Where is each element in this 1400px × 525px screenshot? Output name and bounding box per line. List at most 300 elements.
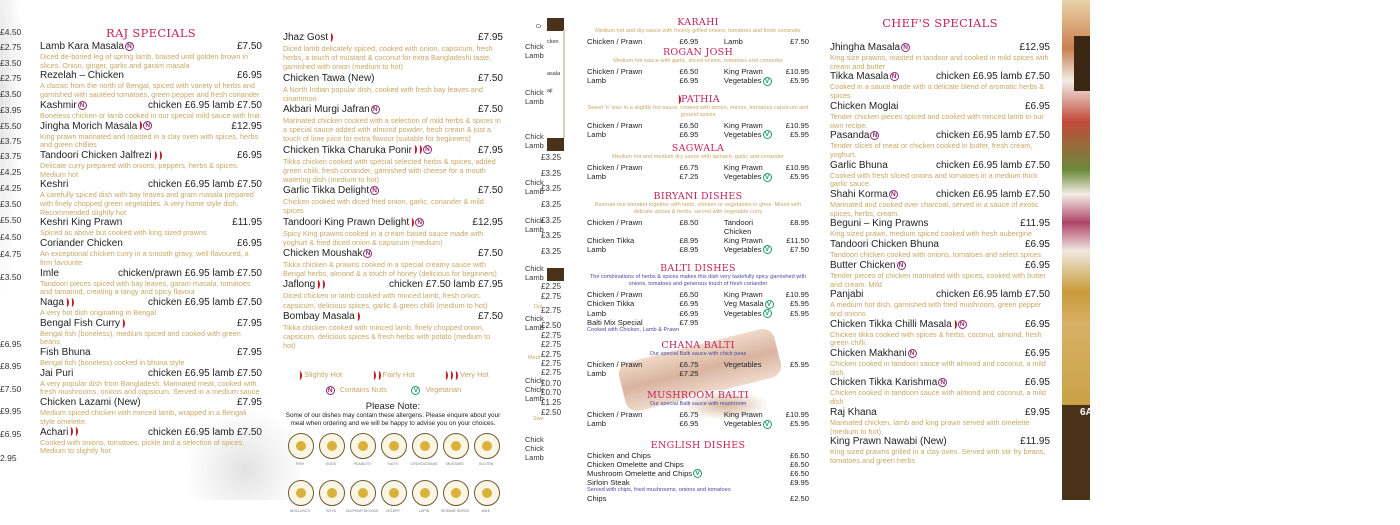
item-name: Imle xyxy=(40,267,59,279)
menu-item xyxy=(40,427,262,456)
menu-item-header xyxy=(40,318,262,330)
section-title xyxy=(587,47,809,58)
section-description: Our special Balti sauce with mushroom xyxy=(649,401,747,407)
item-name-wrap xyxy=(283,32,333,44)
contains-nuts-icon xyxy=(370,186,379,195)
item-price: £11.95 xyxy=(1020,436,1050,448)
item-description: King sized prawn, medium spiced cooked with fresh aubergine xyxy=(830,229,1032,239)
sliver-price: £3.25 xyxy=(541,200,562,209)
section-title xyxy=(587,340,809,351)
chili-icon xyxy=(444,371,448,380)
item-price: chicken £6.95 lamb £7.50 xyxy=(936,130,1050,142)
chili-icon xyxy=(372,371,376,380)
row-item-2 xyxy=(724,172,781,182)
legend-fairly-hot xyxy=(371,370,415,380)
menu-item xyxy=(830,101,1050,130)
item-name: Panjabi xyxy=(830,289,864,301)
item-description: Tandoori chicken cooked with onions, tomatoes and select spices xyxy=(830,250,1041,260)
allergen-label: CRUSTACEANS xyxy=(410,461,438,466)
item-name: Pasanda xyxy=(830,130,870,142)
chili-icon xyxy=(65,298,69,307)
legend-label: Slightly Hot xyxy=(304,370,343,380)
legend-label: Fairly Hot xyxy=(382,370,415,380)
sliver-fragment: Medi xyxy=(528,355,540,361)
row-price-2: £8.95 xyxy=(789,217,809,227)
allergen-label: SOYA xyxy=(326,508,336,513)
row-item: Lamb xyxy=(587,172,606,181)
curry-sections-column xyxy=(587,17,809,503)
menu-item xyxy=(830,436,1050,465)
row-item: Lamb xyxy=(587,76,606,85)
item-name: Chicken Tikka Karishma xyxy=(830,377,938,389)
row-item-name: Vegetables xyxy=(723,76,762,85)
chili-icon xyxy=(153,151,157,160)
item-name: Chicken Moushak xyxy=(283,248,363,260)
sliver-label: Chick xyxy=(525,314,544,323)
sliver-label: Chick xyxy=(525,264,544,273)
section-title xyxy=(587,263,809,274)
row-item: Chicken / Prawn xyxy=(587,217,643,227)
item-name-wrap xyxy=(40,100,87,112)
vegetarian-icon xyxy=(763,130,772,139)
left-edge-price: £4.25 xyxy=(0,183,22,193)
menu-item xyxy=(283,311,503,351)
item-price: chicken £6.95 lamb £7.50 xyxy=(148,367,262,379)
item-description: Chicken cooked with diced fried onion, garlic, coriander & mild spices xyxy=(283,197,484,216)
item-name: Jingha Morich Masala xyxy=(40,120,138,132)
item-name: Tandoori King Prawn Delight xyxy=(283,216,410,228)
sliver-label: Lamb xyxy=(525,453,544,462)
sliver-label: Lamb xyxy=(525,225,544,234)
menu-item xyxy=(40,268,262,297)
row-item: Mushroom Omelette and Chips xyxy=(587,468,693,478)
price-row xyxy=(587,494,809,503)
item-description: Tandoori pieces spiced with bay leaves, garam masala, tomatoes and tamarind, creating a tangy and spicy flavour xyxy=(40,278,251,297)
sliver-price: £1.25 xyxy=(541,398,562,407)
row-price: £6.75 xyxy=(679,410,699,419)
section-title-text: PATHIA xyxy=(681,93,720,105)
allergen-icon-peanuts xyxy=(350,433,376,459)
left-edge-price: £5.50 xyxy=(0,215,22,225)
row-price: £6.50 xyxy=(679,67,699,76)
section-title-raj-specials: RAJ SPECIALS xyxy=(105,26,196,40)
row-price: £6.50 xyxy=(679,290,699,299)
left-edge-price: £3.95 xyxy=(0,105,22,115)
menu-item xyxy=(830,239,1050,260)
sliver-label: Lamb xyxy=(525,51,544,60)
vegetarian-icon xyxy=(763,173,772,182)
price-row xyxy=(587,163,809,172)
row-item: Lamb xyxy=(587,129,606,139)
left-edge-price: £4.50 xyxy=(0,232,22,242)
price-row xyxy=(587,236,809,245)
allergen-label: SESAME SEEDS xyxy=(440,508,470,513)
section-title-chefs-specials: CHEF'S SPECIALS xyxy=(882,16,998,30)
allergen-label: CELERY xyxy=(385,508,401,513)
section-title-text: MUSHROOM BALTI xyxy=(647,390,749,401)
chili-icon xyxy=(356,312,360,321)
dark-box xyxy=(547,138,564,151)
item-description: Cooked with fresh sliced onions and tomatoes in a medium thick garlic sauce. xyxy=(830,170,1038,189)
row-price-2 xyxy=(781,369,809,378)
row-item-name: Vegetables xyxy=(723,360,762,369)
row-price: £8.95 xyxy=(679,244,699,254)
row-item-wrap xyxy=(587,478,630,487)
row-price: £6.95 xyxy=(679,299,699,308)
section-title xyxy=(587,94,809,105)
chili-icon xyxy=(158,151,162,160)
item-name: Raj Khana xyxy=(830,406,877,418)
price-row xyxy=(587,318,809,327)
row-item: Chicken Tikka xyxy=(587,299,635,308)
item-name: Jai Puri xyxy=(40,367,74,379)
row-price: £2.50 xyxy=(789,494,809,503)
menu-item xyxy=(830,160,1050,189)
row-item: Chips xyxy=(587,494,607,503)
item-price: £12.95 xyxy=(1019,42,1050,53)
cover-footer xyxy=(1062,405,1093,500)
row-item-name: Vegetables xyxy=(723,172,762,181)
item-price: £6.95 xyxy=(1024,100,1050,112)
row-price-2: £5.95 xyxy=(789,129,809,139)
item-price: £7.50 xyxy=(477,72,503,84)
contains-nuts-icon xyxy=(371,105,380,114)
item-description: A North Indian popular dish, cooked with fresh bay leaves and cinammon xyxy=(283,84,483,103)
price-row xyxy=(587,121,809,130)
price-row xyxy=(587,67,809,76)
menu-section xyxy=(587,390,809,429)
allergen-label: MUSTARD xyxy=(446,461,464,466)
menu-section xyxy=(587,340,809,378)
chili-icon xyxy=(413,145,417,154)
raj-specials-column xyxy=(40,26,262,456)
item-name-wrap xyxy=(283,145,432,157)
sliver-label: Chick xyxy=(525,42,544,51)
price-row xyxy=(587,245,809,255)
section-title-text: BALTI DISHES xyxy=(660,263,736,274)
vegetarian-icon xyxy=(765,300,774,309)
item-price: chicken £7.50 lamb £7.95 xyxy=(389,279,503,291)
sliver-price: £2.50 xyxy=(541,408,562,417)
row-price: £8.95 xyxy=(679,235,699,245)
menu-item xyxy=(830,348,1050,377)
chili-icon xyxy=(449,371,453,380)
menu-item-header xyxy=(283,248,503,260)
row-price-2: £10.95 xyxy=(785,67,809,76)
item-description: An exceptional chicken curry in a smooth gravy, well flavoured, a firm favourite xyxy=(40,249,249,267)
menu-item xyxy=(40,297,262,318)
item-name: Chicken Makhani xyxy=(830,348,907,360)
item-price: £6.95 xyxy=(1024,239,1050,251)
item-price: chicken £6.95 lamb £7.50 xyxy=(148,296,262,308)
item-description: Chicken cooked in tandoori sauce with almond and coconut, a mild dish. xyxy=(830,359,1046,377)
chili-icon xyxy=(298,371,302,380)
row-item-2 xyxy=(724,290,781,299)
menu-section xyxy=(587,191,809,255)
menu-item xyxy=(40,347,262,368)
menu-section xyxy=(587,143,809,182)
item-name: Tikka Masala xyxy=(830,71,889,83)
allergen-icon-eggs xyxy=(319,433,345,459)
row-item-2 xyxy=(724,218,781,236)
item-name-wrap xyxy=(283,73,375,85)
contains-nuts-icon xyxy=(125,42,134,51)
item-price: £7.50 xyxy=(477,185,503,197)
section-title xyxy=(587,143,809,154)
item-name-wrap xyxy=(283,248,372,260)
item-name: Fish Bhuna xyxy=(40,347,91,359)
sliver-label: Chick xyxy=(525,435,544,444)
section-title-text: ROGAN JOSH xyxy=(662,47,734,58)
allergen-icon-celery xyxy=(381,480,407,506)
allergen-icon-lupin xyxy=(412,480,438,506)
item-name: Lamb Kara Masala xyxy=(40,41,124,52)
item-description: A carefully spiced dish with bay leaves and gram masala prepared with finely chopped green vegetables. A very home style dish. Recommended slightly hot xyxy=(40,190,254,217)
item-name: Achari xyxy=(40,426,69,438)
menu-section xyxy=(587,47,809,86)
specials-column-2 xyxy=(283,32,503,525)
left-edge-price: £4.75 xyxy=(0,249,22,259)
menu-item xyxy=(830,407,1050,436)
item-description: Diced chicken or lamb cooked with minced lamb, fresh onion, capsicum, delicious spices, garlic & green chilli (medium to hot) xyxy=(283,291,488,310)
spice-legend xyxy=(283,370,503,380)
contains-nuts-icon xyxy=(889,190,898,199)
menu-item-header xyxy=(40,268,262,280)
left-edge-price: £4.25 xyxy=(0,167,22,177)
left-edge-price: £5.50 xyxy=(0,121,22,131)
row-item-2 xyxy=(724,309,781,319)
allergen-label: GLUTEN xyxy=(478,461,494,466)
row-item: Lamb xyxy=(587,308,606,318)
item-price: chicken £6.95 lamb £7.50 xyxy=(148,179,262,191)
row-price-2: £10.95 xyxy=(785,410,809,419)
left-edge-price: £3.50 xyxy=(0,58,22,68)
item-price: £12.95 xyxy=(472,216,503,228)
section-title: ENGLISH DISHES xyxy=(650,439,746,451)
row-price: £8.50 xyxy=(679,217,699,227)
allergen-label: MOLLUSCS xyxy=(290,508,310,513)
allergen-label: NUTS xyxy=(388,461,398,466)
sliver-label: Lamb xyxy=(525,273,544,282)
sliver-fragment: asala xyxy=(547,71,561,77)
row-item-wrap xyxy=(587,451,651,460)
left-edge-price: £2.75 xyxy=(0,42,22,52)
chili-icon xyxy=(70,298,74,307)
sliver-label: Lamb xyxy=(525,187,544,196)
row-item: Balti Mix Special xyxy=(587,318,643,327)
price-row xyxy=(587,290,809,299)
row-price-2: £10.95 xyxy=(785,163,809,172)
row-price-2 xyxy=(781,318,809,327)
item-name: Beguni – King Prawns xyxy=(830,218,929,230)
allergen-icon-mustard xyxy=(443,433,469,459)
menu-item-header xyxy=(283,185,503,197)
row-price-2: £5.95 xyxy=(789,360,809,369)
item-name-wrap xyxy=(40,121,152,133)
item-description: A classic from the north of Bengal, spiced with variety of herbs and garnished with sautéed tomatoes, green pepper and fresh coriander xyxy=(40,81,260,100)
row-item: Chicken / Prawn xyxy=(587,37,643,46)
allergen-label: EGGS xyxy=(325,461,337,466)
left-edge-price: £3.75 xyxy=(0,136,22,146)
row-price: £6.95 xyxy=(679,419,699,428)
left-edge-price: £8.95 xyxy=(0,361,22,371)
allergen-icon-milk xyxy=(474,480,500,506)
sliver-price: £3.25 xyxy=(541,184,562,193)
row-price: £9.95 xyxy=(789,478,809,487)
item-description: Cooked with onions, tomatoes, pickle and a selection of spices. Medium to slightly hot xyxy=(40,437,245,456)
item-description: Delicate curry prepared with onions, peppers, herbs & spices. Medium hot xyxy=(40,160,239,179)
contains-nuts-icon xyxy=(415,218,424,227)
section-description: Medium hot and medium dry sauce with spinach, garlic and coriander xyxy=(612,154,784,160)
menu-item xyxy=(830,71,1050,100)
item-price: £6.95 xyxy=(236,70,262,82)
contains-nuts-icon xyxy=(897,261,906,270)
row-price-2: £5.95 xyxy=(789,76,809,85)
item-price: £9.95 xyxy=(1024,406,1050,418)
row-price-2: £5.95 xyxy=(789,308,809,318)
menu-item-header xyxy=(283,73,503,85)
contains-nuts-icon xyxy=(901,43,910,52)
left-edge-price: £3.50 xyxy=(0,199,22,209)
dark-box xyxy=(547,268,564,281)
allergen-icon-sulphur-dioxide xyxy=(350,480,376,506)
cover-logo-letter xyxy=(1074,36,1090,91)
sliver-price: £3.25 xyxy=(541,247,562,256)
menu-item xyxy=(40,100,262,121)
item-description: Spicy King prawns cooked in a cream based sauce made with yoghurt & fried diced onion & capsicum (medium) xyxy=(283,228,484,247)
item-price: £11.95 xyxy=(232,217,262,229)
item-description: Tender chicken pieces spiced and cooked with minced lamb in our own recipe. xyxy=(830,111,1044,130)
price-row xyxy=(587,419,809,429)
item-description: Tender slices of meat or chicken cooked in butter, fresh cream, yoghurt. xyxy=(830,141,1033,159)
menu-item xyxy=(830,260,1050,289)
left-edge-price: £6.95 xyxy=(0,339,22,349)
left-edge-price: £3.50 xyxy=(0,89,22,99)
item-name-wrap xyxy=(830,101,898,113)
please-note-title: Please Note: xyxy=(365,400,421,412)
sliver-price: £3.25 xyxy=(541,216,562,225)
section-description: Medium hot sauce with garlic, sliced onions, tomatoes and coriander xyxy=(613,58,783,64)
item-price: £6.95 xyxy=(1024,348,1050,360)
menu-section xyxy=(587,17,809,46)
menu-item-header xyxy=(283,311,503,323)
item-price: chicken £6.95 lamb £7.50 xyxy=(148,426,262,438)
vegetarian-icon xyxy=(763,309,772,318)
item-name-wrap xyxy=(830,319,967,331)
item-description: King size prawns, roasted in tandoor and cooked in mild spices with cream and butter xyxy=(830,53,1049,71)
sliver-price: £2.75 xyxy=(541,368,562,377)
menu-item xyxy=(830,319,1050,348)
item-name-wrap xyxy=(283,185,379,197)
section-title xyxy=(587,17,809,28)
row-item: Chicken Omelette and Chips xyxy=(587,459,684,469)
item-description: Marinated chicken cooked with a selection of mild herbs & spices in a special sauce added with almond powder, fresh cream & just a touch of lime juice for extra flavour (suitable for beginners) xyxy=(283,116,501,144)
row-price: £6.50 xyxy=(789,459,809,469)
allergen-label: LUPIN xyxy=(418,508,430,513)
row-price: £6.50 xyxy=(789,450,809,460)
contains-nuts-icon xyxy=(143,121,152,130)
menu-section-english xyxy=(587,440,809,504)
item-description: Tikka chicken cooked with minced lamb, finely chopped onion, capsicum, delicious spices & fresh herbs with potato (medium to hot) xyxy=(283,322,491,351)
contains-nuts-icon xyxy=(890,72,899,81)
vegetarian-icon xyxy=(693,469,702,478)
sliver-label: Chick xyxy=(525,444,544,453)
menu-item xyxy=(283,248,503,278)
allergen-icon-nuts xyxy=(381,433,407,459)
menu-item-header xyxy=(283,145,503,157)
row-item: Lamb xyxy=(587,369,606,378)
item-description: Bengal fish (boneless), medium spiced and cooked with green beans xyxy=(40,328,241,347)
item-name: Chicken Tikka Chilli Masala xyxy=(830,318,952,330)
item-name: Chicken Tikka Charuka Ponir xyxy=(283,144,412,156)
menu-item xyxy=(283,104,503,144)
row-item-name: King Prawn xyxy=(723,235,763,245)
menu-item xyxy=(830,377,1050,406)
row-price: £6.50 xyxy=(789,468,809,478)
item-name-wrap xyxy=(283,217,424,229)
menu-item xyxy=(283,32,503,72)
item-price: chicken £6.95 lamb £7.50 xyxy=(148,99,262,111)
row-item: Lamb xyxy=(587,419,606,428)
contains-nuts-icon xyxy=(958,320,967,329)
row-item: Chicken / Prawn xyxy=(587,410,643,419)
item-description: Diced lamb delicately spiced, cooked with onion, capsicum, fresh herbs, a touch of mustard & coconut for extra Bangladeshi taste, garnished with onion (medium to hot) xyxy=(283,44,493,72)
item-price: £11.95 xyxy=(1020,218,1050,230)
row-price-2: £5.95 xyxy=(789,299,809,308)
item-name: Naga xyxy=(40,296,64,308)
item-description: A very popular dish from Bangladesh. Marinated meat, cooked with fresh mushrooms, onions and capsicum. Served in a medium sauce xyxy=(40,378,260,397)
item-name: Garlic Bhuna xyxy=(830,159,888,171)
sliver-price: £2.50 xyxy=(541,321,562,330)
row-item-2 xyxy=(724,410,781,419)
item-name: Tandoori Chicken Bhuna xyxy=(830,239,939,251)
item-name-wrap xyxy=(283,104,380,116)
price-row xyxy=(587,478,809,487)
item-price: £6.95 xyxy=(1024,318,1050,330)
menu-item-header xyxy=(40,100,262,112)
menu-item xyxy=(40,217,262,238)
item-name: Keshri xyxy=(40,179,69,191)
item-name-wrap xyxy=(283,311,360,323)
sliver-label: Chick xyxy=(525,178,544,187)
section-description: Our special Balti sauce with chick peas xyxy=(649,351,747,357)
row-item-2 xyxy=(724,245,781,255)
row-item-name: King Prawn xyxy=(723,163,763,172)
sliver-price: £3.25 xyxy=(541,153,562,162)
chili-icon xyxy=(329,33,333,42)
sliver-fragment: Dui xyxy=(534,304,543,310)
cover-address: 6A xyxy=(1080,407,1093,418)
sliver-fragment: cken xyxy=(547,39,559,45)
vegetarian-icon xyxy=(763,420,772,429)
row-price: £6.75 xyxy=(679,360,699,369)
item-name: Jaflong xyxy=(283,279,316,291)
row-item-2 xyxy=(724,369,781,378)
menu-item xyxy=(40,238,262,267)
item-name: Chicken Moglai xyxy=(830,100,899,112)
item-description: Cooked in a sauce made with a delicate blend of aromatic herbs & spices xyxy=(830,82,1045,101)
row-item-name: Lamb xyxy=(723,37,743,46)
item-description: Marinated chicken, lamb and king prawn served with omelette (medium to hot) xyxy=(830,417,1030,436)
section-description: The combinations of herbs & spices makes this dish very tastefully spicy garnished with onions, tomatoes and generous touch of fresh coriander xyxy=(589,274,807,287)
item-price: £7.95 xyxy=(236,347,262,359)
menu-item xyxy=(283,73,503,103)
row-price: £7.95 xyxy=(679,318,699,327)
item-name: Tandoori Chicken Jalfrezi xyxy=(40,149,152,161)
row-item-name: King Prawn xyxy=(723,120,763,130)
item-name: Chicken Lazami (New) xyxy=(40,397,141,409)
vegetarian-icon xyxy=(763,77,772,86)
